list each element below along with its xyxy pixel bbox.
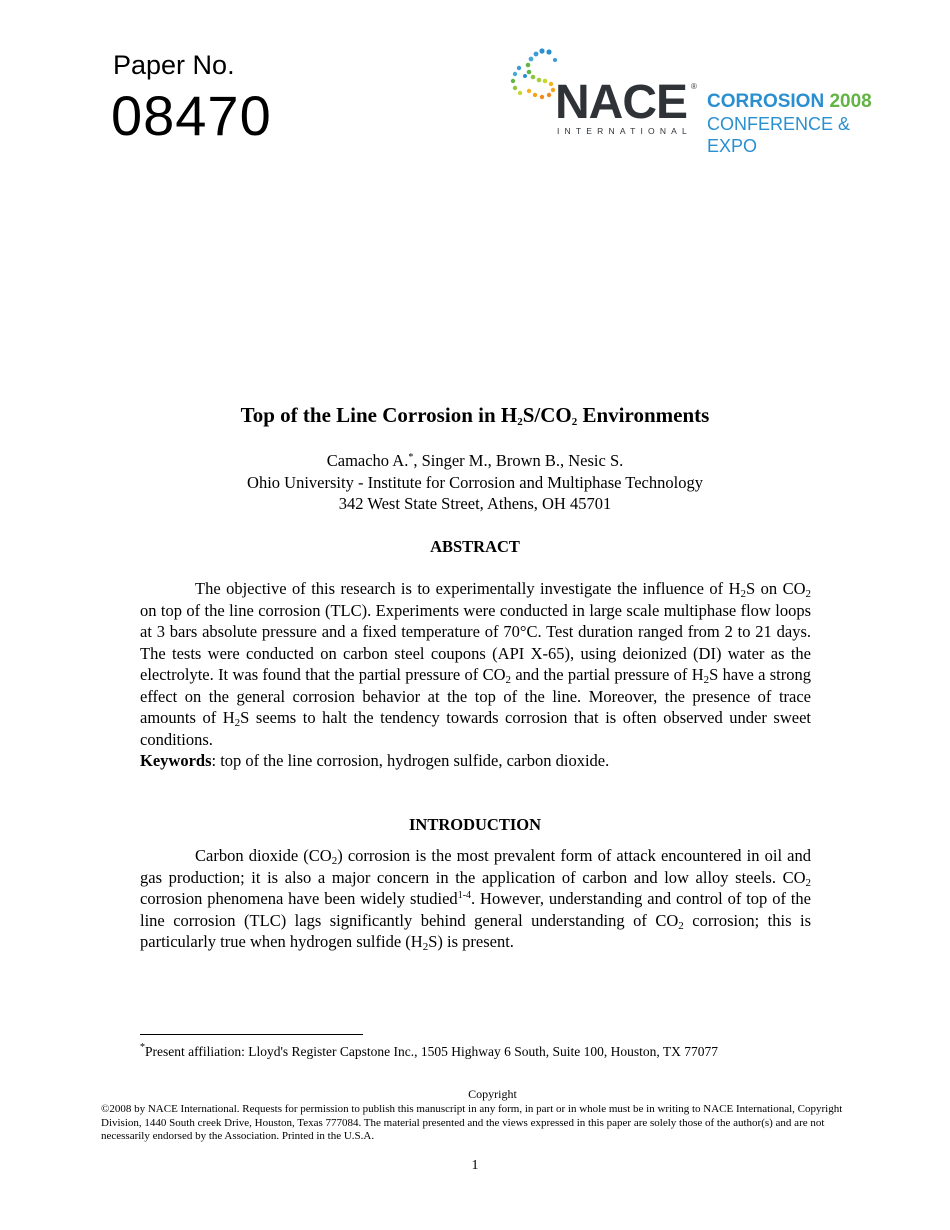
affiliation-mark: *	[408, 452, 414, 463]
footnote: *Present affiliation: Lloyd's Register Capstone Inc., 1505 Highway 6 South, Suite 100, Houston, TX 77077	[140, 1042, 719, 1059]
page-number: 1	[471, 1158, 479, 1173]
keywords-label: Keywords	[140, 751, 212, 770]
author-names: Camacho A.*, Singer M., Brown B., Nesic S.	[326, 451, 624, 470]
registered-mark: ®	[691, 82, 697, 91]
footnote-mark: *	[140, 1042, 145, 1053]
author-institution: Ohio University - Institute for Corrosion and Multiphase Technology	[247, 472, 703, 492]
keywords-line: Keywords: top of the line corrosion, hydrogen sulfide, carbon dioxide.	[140, 751, 610, 770]
introduction-paragraph: Carbon dioxide $(CO_2)$ corrosion is the most prevalent form of attack encountered in oil and gas production; it is also a major concern in the application of carbon and low alloy steels. $CO_2$ corrosion phenomena have been widely studied$^{1-4}$. However, understanding and control of top of the line corrosion (TLC) lags significantly behind general understanding of $CO_2$ corrosion; this is particularly true when hydrogen sulfide $(H_2S)$ is present.	[140, 846, 811, 953]
nace-wordmark: NACE	[555, 76, 688, 129]
author-block	[0, 450, 950, 515]
footnote-rule	[140, 1034, 363, 1035]
paper-title: Top of the Line Corrosion in $H_2S/CO_2$ Environments	[240, 403, 710, 428]
paper-number-label: Paper No.	[113, 50, 235, 80]
citation-ref: 1-4	[457, 890, 472, 901]
nace-international-text: INTERNATIONAL	[557, 126, 692, 136]
corrosion-event-title: CORROSION 2008	[707, 91, 872, 112]
introduction-heading: INTRODUCTION	[408, 815, 542, 834]
copyright-heading: Copyright	[468, 1087, 517, 1101]
abstract-paragraph: The objective of this research is to experimentally investigate the influence of $H_2S$ on $CO_2$ on top of the line corrosion (TLC). Experiments were conducted in large scale multiphase flow loops at 3 bars absolute pressure and a fixed temperature of 70°C. Test duration ranged from 2 to 21 days. The tests were conducted on carbon steel coupons (API X-65), using deionized (DI) water as the electrolyte. It was found that the partial pressure of $CO_2$ and the partial pressure of $H_2S$ have a strong effect on the general corrosion behavior at the top of the line. Moreover, the presence of trace amounts of $H_2S$ seems to halt the tendency towards corrosion that is often observed under sweet conditions.	[140, 579, 811, 749]
abstract-body	[140, 578, 811, 772]
event-year: 2008	[829, 91, 872, 112]
conference-expo-text: CONFERENCE & EXPO	[707, 114, 851, 156]
introduction-body	[140, 845, 811, 953]
paper-number: 08470	[111, 84, 272, 147]
copyright-notice: ©2008 by NACE International. Requests for permission to publish this manuscript in any form, in part or in whole must be in writing to NACE International, Copyright Division, 1440 South creek Drive, Houston, Texas 777084. The material presented and the views expressed in this paper are solely those of the author(s) and are not necessarily endorsed by the Association. Printed in the U.S.A.	[101, 1103, 843, 1142]
author-address: 342 West State Street, Athens, OH 45701	[338, 494, 612, 513]
abstract-heading: ABSTRACT	[430, 537, 520, 556]
nace-corrosion-2008-logo	[505, 46, 905, 156]
